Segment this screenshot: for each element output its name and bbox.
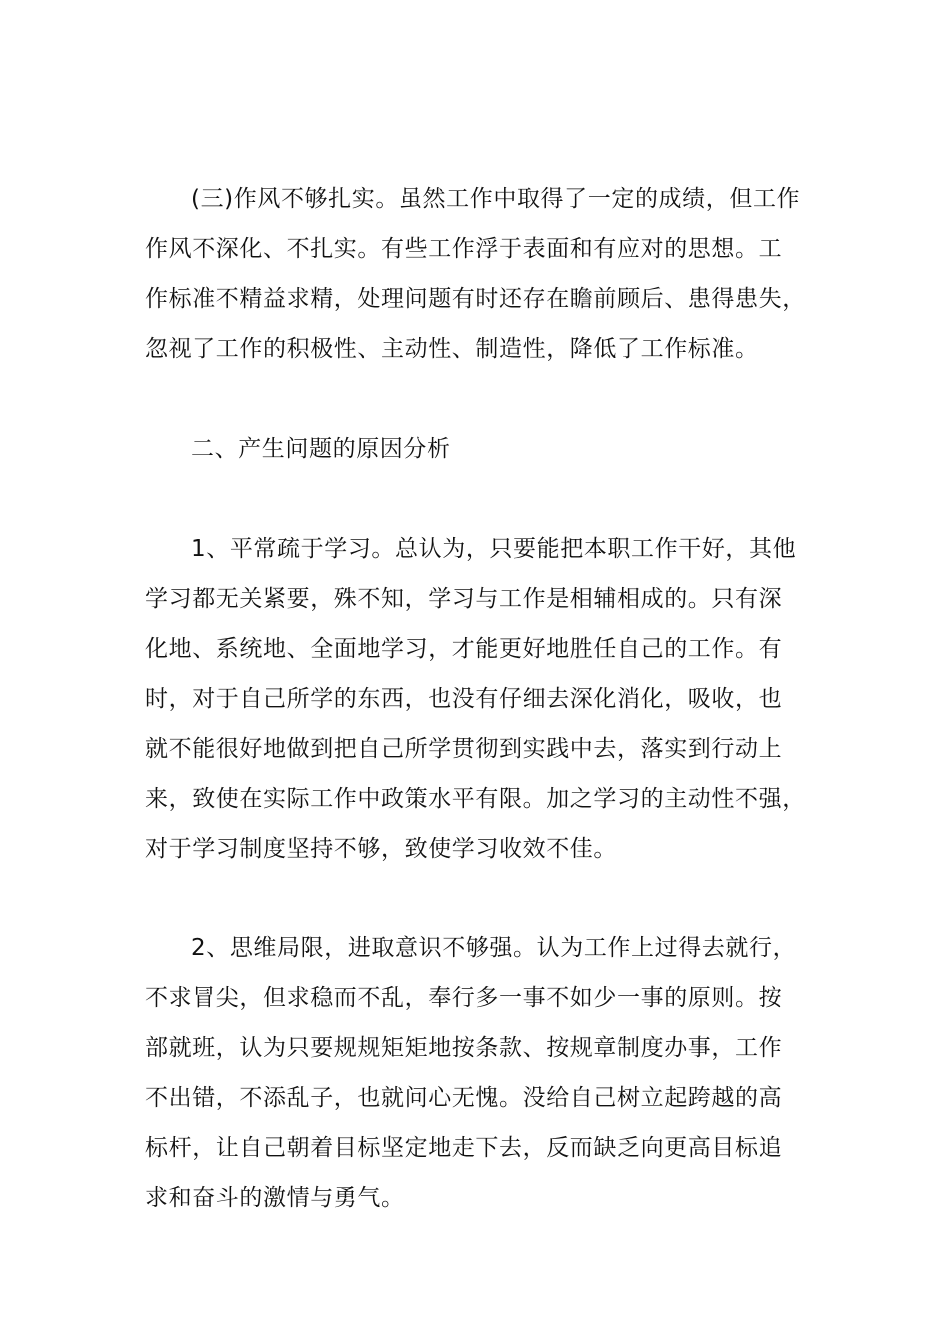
text-line: 标杆，让自己朝着目标坚定地走下去，反而缺乏向更高目标追	[145, 1135, 783, 1161]
text-line: 不求冒尖，但求稳而不乱，奉行多一事不如少一事的原则。按	[145, 985, 783, 1011]
text-line: 来，致使在实际工作中政策水平有限。加之学习的主动性不强，	[145, 786, 806, 812]
paragraph-thinking	[145, 923, 835, 1223]
text-line: 化地、系统地、全面地学习，才能更好地胜任自己的工作。有	[145, 636, 783, 662]
text-line: 对于学习制度坚持不够，致使学习收效不佳。	[145, 836, 617, 862]
text-line: 忽视了工作的积极性、主动性、制造性，降低了工作标准。	[145, 336, 759, 362]
text-line: 不出错，不添乱子，也就问心无愧。没给自己树立起跨越的高	[145, 1085, 783, 1111]
text-line: 时，对于自己所学的东西，也没有仔细去深化消化，吸收，也	[145, 686, 783, 712]
text-line: 2、思维局限，进取意识不够强。认为工作上过得去就行，	[191, 935, 797, 961]
text-line: 1、平常疏于学习。总认为，只要能把本职工作干好，其他	[191, 536, 797, 562]
text-line: 学习都无关紧要，殊不知，学习与工作是相辅相成的。只有深	[145, 586, 783, 612]
text-line: (三)作风不够扎实。虽然工作中取得了一定的成绩，但工作	[191, 186, 801, 212]
text-line: 作标准不精益求精，处理问题有时还存在瞻前顾后、患得患失，	[145, 286, 806, 312]
heading-text: 二、产生问题的原因分析	[191, 436, 451, 462]
text-line: 求和奋斗的激情与勇气。	[145, 1185, 405, 1211]
paragraph-study	[145, 524, 835, 874]
text-line: 作风不深化、不扎实。有些工作浮于表面和有应对的思想。工	[145, 236, 783, 262]
paragraph-work-style	[145, 174, 835, 374]
text-line: 就不能很好地做到把自己所学贯彻到实践中去，落实到行动上	[145, 736, 783, 762]
text-line: 部就班，认为只要规规矩矩地按条款、按规章制度办事，工作	[145, 1035, 783, 1061]
section-heading	[145, 424, 835, 474]
